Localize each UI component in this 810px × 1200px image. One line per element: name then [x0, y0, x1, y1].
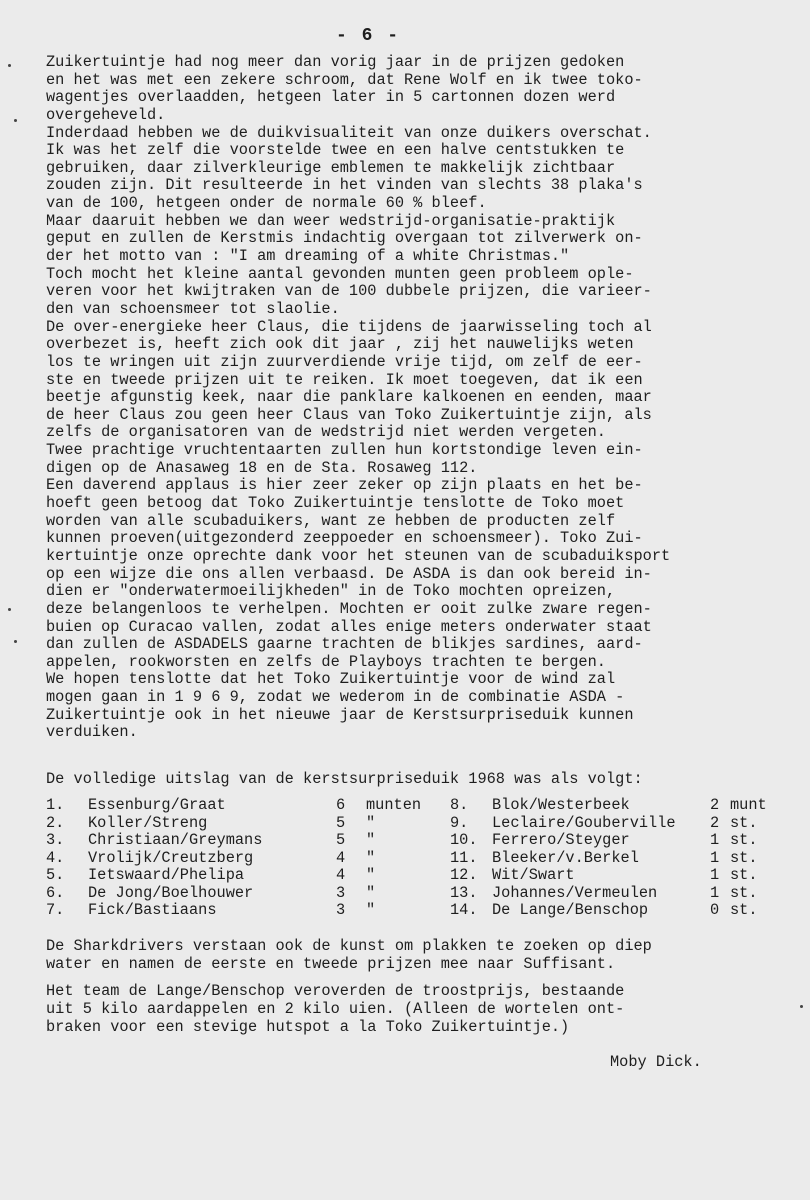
body-line: Toch mocht het kleine aantal gevonden munten geen probleem ople-	[46, 264, 634, 283]
result-unit: "	[366, 901, 376, 919]
result-unit: munt	[730, 796, 767, 814]
result-rank: 11.	[450, 848, 478, 867]
result-team: De Lange/Benschop	[492, 901, 649, 919]
body-line: De over-energieke heer Claus, die tijdens de jaarwisseling toch al	[46, 317, 652, 336]
body-line: kertuintje onze oprechte dank voor het steunen van de scubaduiksport	[46, 546, 671, 565]
body-line: zelfs de organisatoren van de wedstrijd niet werden vergeten.	[46, 423, 606, 442]
margin-speck	[8, 608, 11, 611]
result-unit: st.	[730, 866, 758, 884]
body-line: kunnen proeven(uitgezonderd zeeppoeder en schoensmeer). Toko Zui-	[46, 529, 643, 548]
result-unit: st.	[730, 831, 758, 849]
result-amount: 2	[710, 796, 720, 814]
paragraph-line: water en namen de eerste en tweede prijzen mee naar Suffisant.	[46, 955, 616, 973]
results-intro: De volledige uitslag van de kerstsurpriseduik 1968 was als volgt:	[46, 770, 643, 788]
body-line: verduiken.	[46, 723, 138, 742]
margin-speck	[8, 64, 11, 67]
body-line: buien op Curacao vallen, zodat alles enige meters onderwater staat	[46, 617, 652, 636]
body-line: Inderdaad hebben we de duikvisualiteit van onze duikers overschat.	[46, 123, 652, 142]
sharkdrivers-paragraph	[46, 937, 652, 973]
result-rank: 3.	[46, 831, 65, 849]
body-line: dien er "onderwatermoeilijkheden" in de Toko mochten opreizen,	[46, 582, 616, 601]
result-amount: 4	[336, 848, 346, 867]
body-line: zouden zijn. Dit resulteerde in het vinden van slechts 38 plaka's	[46, 176, 643, 195]
troostprijs-paragraph	[46, 982, 624, 1036]
result-amount: 5	[336, 831, 346, 849]
result-team: Fick/Bastiaans	[88, 901, 217, 919]
result-rank: 10.	[450, 831, 478, 849]
result-unit: st.	[730, 883, 758, 902]
result-amount: 1	[710, 883, 720, 902]
result-team: Essenburg/Graat	[88, 796, 226, 814]
result-rank: 12.	[450, 866, 478, 884]
result-amount: 1	[710, 848, 720, 867]
result-amount: 6	[336, 796, 346, 814]
result-team: Johannes/Vermeulen	[492, 883, 658, 902]
result-team: Bleeker/v.Berkel	[492, 848, 639, 867]
paragraph-line: De Sharkdrivers verstaan ook de kunst om plakken te zoeken op diep	[46, 937, 652, 955]
body-line: der het motto van : "I am dreaming of a white Christmas."	[46, 247, 570, 266]
result-amount: 1	[710, 831, 720, 849]
body-line: van de 100, hetgeen onder de normale 60 % bleef.	[46, 194, 487, 213]
body-line: de heer Claus zou geen heer Claus van Toko Zuikertuintje zijn, als	[46, 405, 652, 424]
result-row	[46, 797, 786, 815]
result-amount: 4	[336, 866, 346, 884]
result-amount: 3	[336, 901, 346, 919]
result-rank: 8.	[450, 796, 469, 814]
result-team: Christiaan/Greymans	[88, 831, 263, 849]
paragraph-line: braken voor een stevige hutspot a la Toko Zuikertuintje.)	[46, 1018, 570, 1036]
result-rank: 2.	[46, 813, 65, 832]
body-line: mogen gaan in 1 9 6 9, zodat we wederom in de combinatie ASDA -	[46, 688, 625, 707]
result-unit: "	[366, 848, 376, 867]
article-body	[46, 54, 796, 742]
body-line: ste en tweede prijzen uit te reiken. Ik moet toegeven, dat ik een	[46, 370, 643, 389]
result-rank: 5.	[46, 866, 65, 884]
result-row	[46, 902, 786, 920]
result-unit: "	[366, 831, 376, 849]
result-row	[46, 885, 786, 903]
body-line: gebruiken, daar zilverkleurige emblemen te makkelijk zichtbaar	[46, 158, 616, 177]
result-unit: "	[366, 866, 376, 884]
body-line: deze belangenloos te verhelpen. Mochten er ooit zulke zware regen-	[46, 599, 652, 618]
body-line: We hopen tenslotte dat het Toko Zuikertuintje voor de wind zal	[46, 670, 616, 689]
result-unit: st.	[730, 901, 758, 919]
result-amount: 3	[336, 883, 346, 902]
result-row	[46, 815, 786, 833]
body-line: Maar daaruit hebben we dan weer wedstrijd-organisatie-praktijk	[46, 211, 616, 230]
result-amount: 5	[336, 813, 346, 832]
body-line: worden van alle scubaduikers, want ze hebben de producten zelf	[46, 511, 616, 530]
body-line: wagentjes overlaadden, hetgeen later in 5 cartonnen dozen werd	[46, 88, 616, 107]
result-team: Wit/Swart	[492, 866, 575, 884]
result-unit: st.	[730, 813, 758, 832]
result-team: De Jong/Boelhouwer	[88, 883, 254, 902]
result-amount: 2	[710, 813, 720, 832]
body-line: en het was met een zekere schroom, dat Rene Wolf en ik twee toko-	[46, 70, 643, 89]
result-team: Koller/Streng	[88, 813, 208, 832]
body-line: veren voor het kwijtraken van de 100 dubbele prijzen, die varieer-	[46, 282, 652, 301]
result-unit: st.	[730, 848, 758, 867]
body-line: Ik was het zelf die voorstelde twee en een halve centstukken te	[46, 141, 625, 160]
body-line: Twee prachtige vruchtentaarten zullen hun kortstondige leven ein-	[46, 441, 643, 460]
body-line: den van schoensmeer tot slaolie.	[46, 299, 340, 318]
result-team: Vrolijk/Creutzberg	[88, 848, 254, 867]
result-rank: 6.	[46, 883, 65, 902]
body-line: op een wijze die ons allen verbaasd. De ASDA is dan ook bereid in-	[46, 564, 652, 583]
result-rank: 4.	[46, 848, 65, 867]
body-line: Een daverend applaus is hier zeer zeker op zijn plaats en het be-	[46, 476, 643, 495]
result-unit: "	[366, 813, 376, 832]
body-line: geput en zullen de Kerstmis indachtig overgaan tot zilverwerk on-	[46, 229, 643, 248]
body-line: Zuikertuintje had nog meer dan vorig jaar in de prijzen gedoken	[46, 53, 625, 71]
result-rank: 1.	[46, 796, 65, 814]
margin-speck	[14, 640, 17, 643]
body-line: appelen, rookworsten en zelfs de Playboys trachten te bergen.	[46, 652, 606, 671]
results-table	[46, 797, 786, 920]
result-unit: munten	[366, 796, 422, 814]
result-row	[46, 850, 786, 868]
paragraph-line: uit 5 kilo aardappelen en 2 kilo uien. (Alleen de wortelen ont-	[46, 1000, 625, 1018]
body-line: overgeheveld.	[46, 105, 166, 124]
result-amount: 1	[710, 866, 720, 884]
result-team: Leclaire/Gouberville	[492, 813, 676, 832]
result-row	[46, 832, 786, 850]
page-number: - 6 -	[336, 26, 401, 46]
body-line: overbezet is, heeft zich ook dit jaar , zij het nauwelijks weten	[46, 335, 634, 354]
body-line: dan zullen de ASDADELS gaarne trachten de blikjes sardines, aard-	[46, 635, 643, 654]
result-rank: 9.	[450, 813, 469, 832]
body-line: hoeft geen betoog dat Toko Zuikertuintje tenslotte de Toko moet	[46, 494, 625, 513]
result-rank: 14.	[450, 901, 478, 919]
result-team: Ferrero/Steyger	[492, 831, 630, 849]
result-amount: 0	[710, 901, 720, 919]
body-line: beetje afgunstig keek, naar die panklare kalkoenen en eenden, maar	[46, 388, 652, 407]
paragraph-line: Het team de Lange/Benschop veroverden de troostprijs, bestaande	[46, 982, 625, 1000]
body-line: digen op de Anasaweg 18 en de Sta. Rosaweg 112.	[46, 458, 478, 477]
result-unit: "	[366, 883, 376, 902]
result-team: Blok/Westerbeek	[492, 796, 630, 814]
result-rank: 7.	[46, 901, 65, 919]
signature: Moby Dick.	[610, 1053, 702, 1071]
body-line: Zuikertuintje ook in het nieuwe jaar de Kerstsurpriseduik kunnen	[46, 705, 634, 724]
margin-speck	[14, 119, 17, 122]
body-line: los te wringen uit zijn zuurverdiende vrije tijd, om zelf de eer-	[46, 352, 643, 371]
result-row	[46, 867, 786, 885]
margin-speck	[800, 1005, 803, 1008]
result-team: Ietswaard/Phelipa	[88, 866, 245, 884]
result-rank: 13.	[450, 883, 478, 902]
